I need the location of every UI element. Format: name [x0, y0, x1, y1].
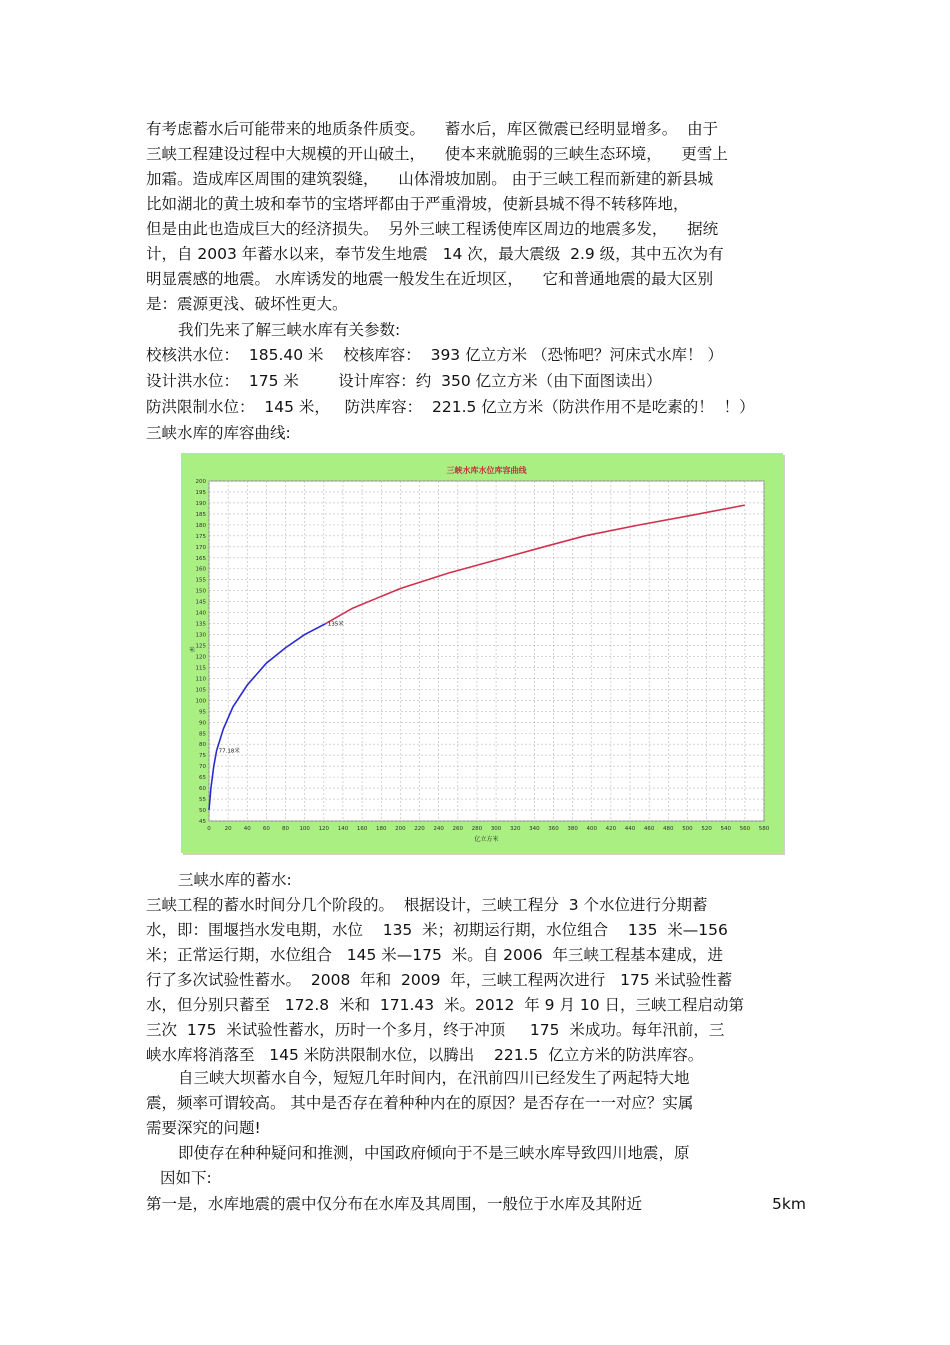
y-tick-label: 115: [195, 665, 206, 672]
p3-line: 峡水库将消落至 145 米防洪限制水位，以腾出 221.5 亿立方米的防洪库容。: [146, 1046, 704, 1064]
y-tick-label: 145: [195, 599, 206, 606]
x-tick-label: 340: [529, 826, 540, 832]
y-tick-label: 135: [195, 621, 206, 628]
y-tick-label: 50: [199, 808, 206, 815]
y-tick-label: 175: [195, 533, 206, 540]
y-tick-label: 190: [195, 500, 206, 507]
x-tick-label: 320: [509, 826, 521, 832]
y-tick-label: 155: [195, 577, 206, 584]
x-tick-label: 120: [318, 826, 330, 832]
x-tick-label: 20: [224, 826, 232, 832]
y-tick-label: 95: [199, 709, 206, 716]
x-tick-label: 40: [243, 826, 251, 832]
p3-line: 三峡工程的蓄水时间分几个阶段的。 根据设计，三峡工程分 3 个水位进行分期蓄: [146, 896, 708, 914]
p5-line: 即使存在种种疑问和推测，中国政府倾向于不是三峡水库导致四川地震，原: [178, 1144, 690, 1162]
x-tick-label: 480: [663, 826, 674, 832]
x-tick-label: 220: [414, 826, 425, 832]
y-tick-label: 180: [195, 522, 206, 529]
y-tick-label: 125: [195, 643, 206, 650]
x-tick-label: 180: [375, 826, 387, 832]
p1-line: 有考虑蓄水后可能带来的地质条件质变。 蓄水后，库区微震已经明显增多。 由于: [146, 120, 719, 138]
y-tick-label: 165: [195, 555, 206, 562]
x-tick-label: 560: [739, 826, 751, 832]
y-tick-label: 65: [199, 775, 206, 782]
reason-one-distance: 5km: [772, 1195, 806, 1213]
y-tick-label: 85: [199, 731, 206, 738]
y-tick-label: 200: [195, 479, 206, 485]
y-tick-label: 120: [195, 654, 206, 661]
x-tick-label: 420: [605, 826, 617, 832]
x-tick-label: 580: [758, 826, 770, 832]
p3-line: 水，即：围堰挡水发电期，水位 135 米；初期运行期，水位组合 135 米—156: [146, 921, 728, 939]
p3-line: 行了多次试验性蓄水。 2008 年和 2009 年，三峡工程两次进行 175 米试验性蓄: [146, 971, 733, 989]
x-tick-label: 260: [452, 826, 464, 832]
p1-line: 三峡工程建设过程中大规模的开山破土， 使本来就脆弱的三峡生态环境， 更雪上: [146, 145, 728, 163]
plot-area: [209, 481, 764, 821]
paragraph-reason-one: 第一是，水库地震的震中仅分布在水库及其周围，一般位于水库及其附近: [146, 1195, 643, 1213]
point-annotation: 135米: [327, 621, 344, 628]
x-axis-label: 亿立方米: [474, 836, 499, 843]
y-tick-label: 100: [195, 698, 206, 705]
p1-line: 是：震源更浅、破坏性更大。: [146, 295, 348, 313]
y-tick-label: 60: [199, 786, 206, 793]
x-tick-label: 240: [433, 826, 444, 832]
storage-heading: 三峡水库的蓄水:: [178, 871, 292, 889]
y-tick-label: 130: [195, 632, 206, 639]
y-tick-label: 55: [199, 797, 206, 804]
x-tick-label: 80: [282, 826, 290, 832]
p3-line: 米；正常运行期，水位组合 145 米—175 米。自 2006 年三峡工程基本建成，进: [146, 946, 723, 964]
x-tick-label: 0: [207, 826, 211, 832]
y-axis-label: 米: [189, 647, 196, 655]
y-tick-label: 70: [199, 764, 206, 771]
params-intro: 我们先来了解三峡水库有关参数:: [178, 321, 401, 339]
params-line: 防洪限制水位： 145 米， 防洪库容： 221.5 亿立方米（防洪作用不是吃素的！ ！）: [146, 398, 755, 416]
p3-line: 三次 175 米试验性蓄水，历时一个多月，终于冲顶 175 米成功。每年汛前，三: [146, 1021, 725, 1039]
storage-curve-chart: [181, 453, 783, 853]
x-tick-label: 300: [490, 826, 502, 832]
params-line: 三峡水库的库容曲线:: [146, 424, 291, 442]
p5-line: 因如下:: [160, 1169, 212, 1187]
x-tick-label: 380: [567, 826, 578, 832]
y-tick-label: 110: [195, 676, 206, 683]
x-tick-label: 400: [586, 826, 598, 832]
p4-line: 需要深究的问题!: [146, 1119, 261, 1137]
y-tick-label: 170: [195, 544, 206, 551]
p1-line: 计，自 2003 年蓄水以来，奉节发生地震 14 次，最大震级 2.9 级，其中五次为有: [146, 245, 724, 263]
x-tick-label: 160: [356, 826, 368, 832]
p4-line: 震，频率可谓较高。 其中是否存在着种种内在的原因？是否存在一一对应？实属: [146, 1094, 694, 1112]
y-tick-label: 45: [199, 819, 206, 825]
x-tick-label: 540: [720, 826, 731, 832]
p1-line: 但是由此也造成巨大的经济损失。 另外三峡工程诱使库区周边的地震多发， 据统: [146, 220, 719, 238]
p1-line: 加霜。造成库区周围的建筑裂缝， 山体滑坡加剧。 由于三峡工程而新建的新县城: [146, 170, 714, 188]
x-tick-label: 140: [337, 826, 349, 832]
y-tick-label: 105: [195, 687, 206, 694]
y-tick-label: 160: [195, 566, 206, 573]
y-tick-label: 90: [199, 720, 206, 727]
x-tick-label: 60: [262, 826, 270, 832]
p4-line: 自三峡大坝蓄水自今，短短几年时间内，在汛前四川已经发生了两起特大地: [178, 1069, 690, 1087]
x-tick-label: 440: [624, 826, 636, 832]
p1-line: 比如湖北的黄土坡和奉节的宝塔坪都由于严重滑坡，使新县城不得不转移阵地，: [146, 195, 689, 213]
params-line: 设计洪水位： 175 米 设计库容：约 350 亿立方米（由下面图读出）: [146, 372, 662, 390]
x-tick-label: 200: [395, 826, 406, 832]
storage-curve-figure: [181, 453, 783, 853]
y-tick-label: 75: [199, 753, 206, 760]
y-tick-label: 185: [195, 511, 206, 518]
point-annotation: 77.18米: [218, 748, 240, 755]
y-tick-label: 80: [199, 742, 206, 749]
chart-title: 三峡水库水位库容曲线: [446, 466, 527, 475]
y-tick-label: 150: [195, 588, 206, 595]
y-tick-label: 140: [195, 610, 206, 617]
p1-line: 明显震感的地震。 水库诱发的地震一般发生在近坝区， 它和普通地震的最大区别: [146, 270, 714, 288]
x-tick-label: 100: [299, 826, 310, 832]
params-line: 校核洪水位： 185.40 米 校核库容： 393 亿立方米 （恐怖吧？河床式水库！ ）: [146, 346, 723, 364]
x-tick-label: 520: [701, 826, 712, 832]
y-tick-label: 195: [195, 489, 206, 496]
x-tick-label: 500: [682, 826, 693, 832]
x-tick-label: 280: [471, 826, 483, 832]
p3-line: 水，但分别只蓄至 172.8 米和 171.43 米。2012 年 9 月 10 日，三峡工程启动第: [146, 996, 745, 1014]
x-tick-label: 460: [643, 826, 655, 832]
x-tick-label: 360: [548, 826, 559, 832]
